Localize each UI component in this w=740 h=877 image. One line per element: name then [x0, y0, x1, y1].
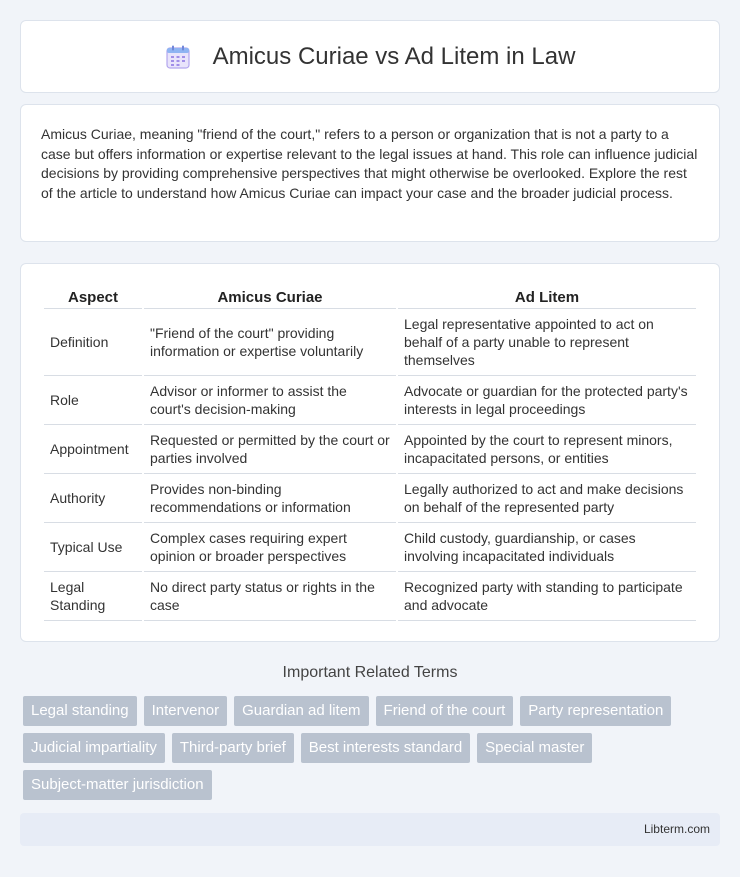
cell-amicus: No direct party status or rights in the case — [144, 572, 396, 621]
comparison-card — [20, 263, 720, 642]
cell-ad-litem: Child custody, guardianship, or cases involving incapacitated individuals — [398, 523, 696, 572]
cell-ad-litem: Appointed by the court to represent minors, incapacitated persons, or entities — [398, 425, 696, 474]
header-aspect: Aspect — [44, 284, 142, 309]
related-term-tag[interactable]: Intervenor — [144, 696, 228, 726]
cell-aspect: Legal Standing — [44, 572, 142, 621]
cell-ad-litem: Legally authorized to act and make decisions on behalf of the represented party — [398, 474, 696, 523]
table-row — [44, 572, 696, 621]
cell-aspect: Role — [44, 376, 142, 425]
table-row — [44, 523, 696, 572]
cell-amicus: Complex cases requiring expert opinion or broader perspectives — [144, 523, 396, 572]
cell-amicus: Provides non-binding recommendations or information — [144, 474, 396, 523]
related-term-tag[interactable]: Subject-matter jurisdiction — [23, 770, 212, 800]
related-terms-list — [23, 696, 723, 800]
related-term-tag[interactable]: Judicial impartiality — [23, 733, 165, 763]
cell-ad-litem: Legal representative appointed to act on behalf of a party unable to represent themselves — [398, 309, 696, 376]
footer — [20, 813, 720, 846]
cell-aspect: Appointment — [44, 425, 142, 474]
cell-amicus: Advisor or informer to assist the court's decision-making — [144, 376, 396, 425]
table-row — [44, 474, 696, 523]
related-term-tag[interactable]: Friend of the court — [376, 696, 514, 726]
related-term-tag[interactable]: Special master — [477, 733, 592, 763]
page-title: Amicus Curiae vs Ad Litem in Law — [212, 42, 576, 70]
cell-aspect: Definition — [44, 309, 142, 376]
related-terms-title: Important Related Terms — [282, 664, 458, 681]
comparison-table — [42, 284, 698, 621]
cell-ad-litem: Advocate or guardian for the protected party's interests in legal proceedings — [398, 376, 696, 425]
related-term-tag[interactable]: Best interests standard — [301, 733, 470, 763]
table-row — [44, 309, 696, 376]
cell-amicus: "Friend of the court" providing information or expertise voluntarily — [144, 309, 396, 376]
cell-ad-litem: Recognized party with standing to participate and advocate — [398, 572, 696, 621]
table-row — [44, 425, 696, 474]
footer-site-link[interactable]: Libterm.com — [643, 822, 710, 836]
related-term-tag[interactable]: Third-party brief — [172, 733, 294, 763]
intro-paragraph: Amicus Curiae, meaning "friend of the court," refers to a person or organization that is not a party to a case but offers information or expertise relevant to the legal issues at hand. This role can influence judicial decisions by providing comprehensive perspectives that might otherwise be overlooked. Explore the rest of the article to understand how Amicus Curiae can impact your case and the broader judicial process. — [41, 126, 698, 201]
calendar-icon — [165, 44, 191, 70]
intro-card — [20, 104, 720, 242]
related-term-tag[interactable]: Legal standing — [23, 696, 137, 726]
cell-aspect: Authority — [44, 474, 142, 523]
table-row — [44, 376, 696, 425]
header-amicus-curiae: Amicus Curiae — [144, 284, 396, 309]
related-term-tag[interactable]: Party representation — [520, 696, 671, 726]
header-ad-litem: Ad Litem — [398, 284, 696, 309]
cell-aspect: Typical Use — [44, 523, 142, 572]
cell-amicus: Requested or permitted by the court or parties involved — [144, 425, 396, 474]
table-header-row — [44, 284, 696, 309]
title-card — [20, 20, 720, 93]
related-term-tag[interactable]: Guardian ad litem — [234, 696, 368, 726]
